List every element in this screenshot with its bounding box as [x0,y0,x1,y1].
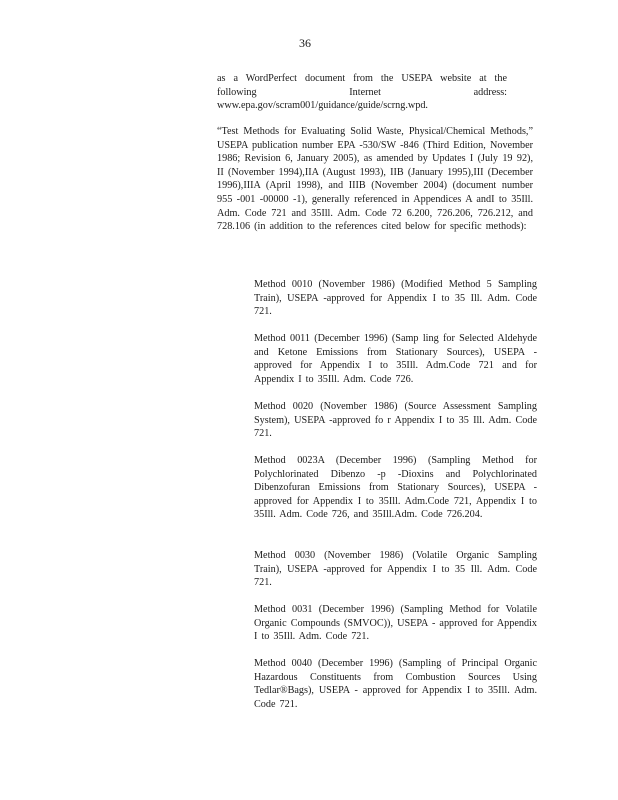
page-number: 36 [299,36,311,50]
method-item-0011: Method 0011 (December 1996) (Samp ling for Selected Aldehyde and Ketone Emissions from Stationary Sources), USEPA -approved for Appendix I to 35Ill. Adm.Code 721 and for Appendix I to 35Ill. Adm. Code 726. [254,333,537,385]
method-item-0023a: Method 0023A (December 1996) (Sampling Method for Polychlorinated Dibenzo -p -Dioxins and Polychlorinated Dibenzofuran Emissions from Stationary Sources), USEPA -approved for Appendix I to 35Ill. Adm.Code 721, Appendix I to 35Ill. Adm. Code 726, and 35Ill.Adm. Code 726.204. [254,455,537,521]
method-item-0040: Method 0040 (December 1996) (Sampling of Principal Organic Hazardous Constituents from Combustion Sources Using Tedlar®Bags), USEPA - approved for Appendix I to 35Ill. Adm. Code 721. [254,658,537,710]
paragraph-test-methods-reference: “Test Methods for Evaluating Solid Waste, Physical/Chemical Methods,” USEPA publication number EPA -530/SW -846 (Third Edition, November 1986; Revision 6, January 2005), as amended by Updates I (July 19 92), II (November 1994),IIA (August 1993), IIB (January 1995),III (December 1996),IIIA (April 1998), and IIIB (November 2004) (document number 955 -001 -00000 -1), generally referenced in Appendices A andI to 35Ill. Adm. Code 721 and 35Ill. Adm. Code 72 6.200, 726.206, 726.212, and 728.106 (in addition to the references cited below for specific methods): [217,126,533,233]
paragraph-wordperfect-source: as a WordPerfect document from the USEPA website at the following Internet address: www.epa.gov/scram001/guidance/guide/scrng.wpd. [217,73,507,112]
method-item-0031: Method 0031 (December 1996) (Sampling Method for Volatile Organic Compounds (SMVOC)), USEPA - approved for Appendix I to 35Ill. Adm. Code 721. [254,604,537,643]
method-item-0020: Method 0020 (November 1986) (Source Assessment Sampling System), USEPA -approved fo r Appendix I to 35 Ill. Adm. Code 721. [254,401,537,440]
method-item-0010: Method 0010 (November 1986) (Modified Method 5 Sampling Train), USEPA -approved for Appendix I to 35 Ill. Adm. Code 721. [254,279,537,318]
method-item-0030: Method 0030 (November 1986) (Volatile Organic Sampling Train), USEPA -approved for Appendix I to 35 Ill. Adm. Code 721. [254,550,537,589]
